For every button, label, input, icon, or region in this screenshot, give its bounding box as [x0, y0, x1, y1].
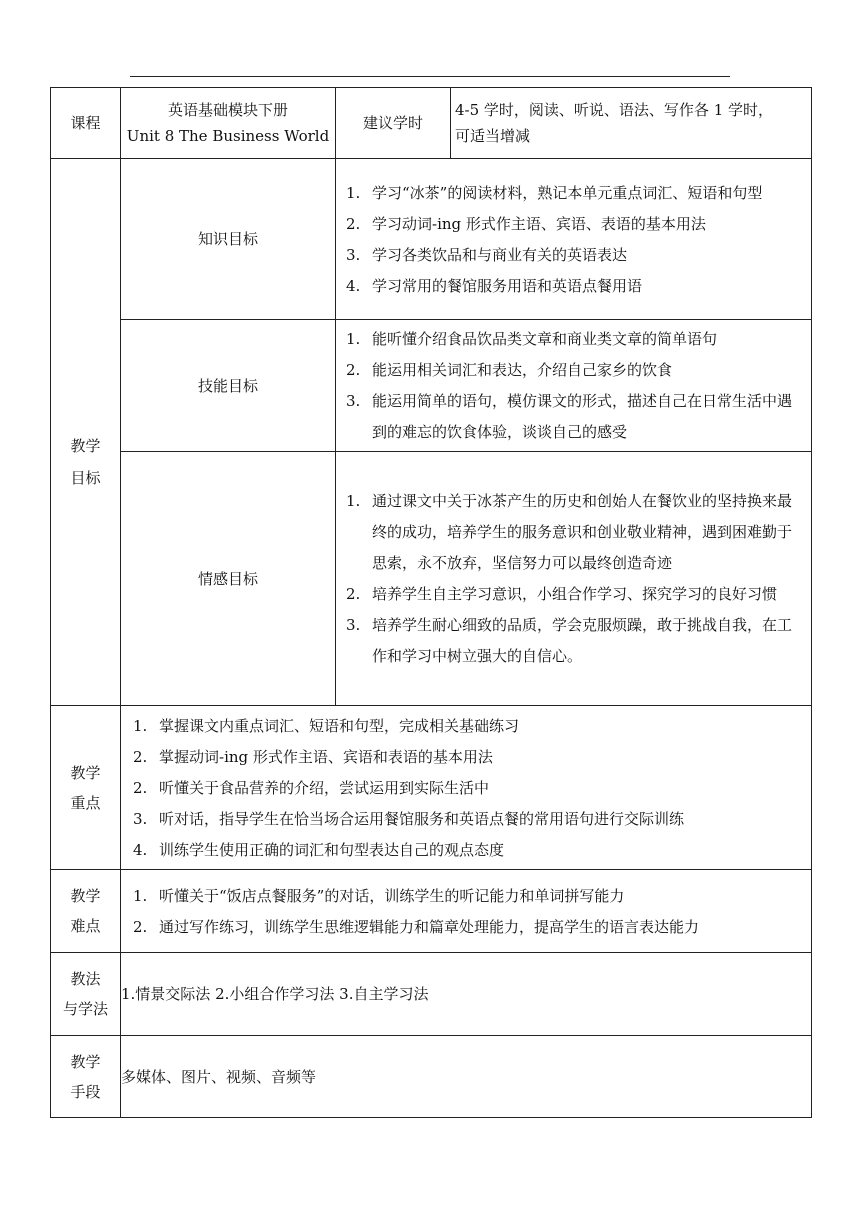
item-number: 4. [346, 276, 361, 295]
item-number: 3. [346, 616, 361, 634]
means-label-line1: 教学 [70, 1052, 101, 1071]
lesson-plan-table [50, 87, 812, 1118]
header-rule [130, 76, 730, 77]
list-item [346, 324, 805, 355]
course-title-cn: 英语基础模块下册 [167, 101, 288, 119]
item-text: 能运用简单的语句，模仿课文的形式，描述自己在日常生活中遇到的难忘的饮食体验，谈谈自己的感受 [372, 392, 793, 441]
item-number: 2. [133, 778, 148, 797]
methods-label-line1: 教法 [70, 970, 101, 988]
key-points-label-line1: 教学 [70, 763, 101, 782]
item-text: 学习各类饮品和与商业有关的英语表达 [372, 245, 628, 264]
item-text: 学习“冰茶”的阅读材料，熟记本单元重点词汇、短语和句型 [372, 183, 763, 202]
item-number: 1. [133, 716, 148, 735]
methods-label [51, 953, 121, 1036]
item-text: 训练学生使用正确的词汇和句型表达自己的观点态度 [159, 840, 505, 859]
means-label-line2: 手段 [70, 1082, 101, 1101]
key-points-label [51, 706, 121, 870]
skill-label: 技能目标 [121, 320, 336, 452]
item-text: 通过写作练习，训练学生思维逻辑能力和篇章处理能力，提高学生的语言表达能力 [159, 917, 700, 936]
course-title-en: Unit 8 The Business World [126, 127, 330, 145]
course-row [51, 88, 812, 159]
item-number: 2. [346, 361, 361, 379]
item-text: 能听懂介绍食品饮品类文章和商业类文章的简单语句 [372, 330, 718, 348]
difficulties-label-line1: 教学 [70, 887, 101, 905]
list-item [133, 835, 805, 866]
course-label: 课程 [51, 88, 121, 159]
course-title-cell [121, 88, 336, 159]
list-item [346, 486, 805, 579]
methods-label-line2: 与学法 [62, 1000, 108, 1018]
objectives-label-cell [51, 159, 121, 706]
list-item [133, 912, 805, 943]
difficulties-label [51, 870, 121, 953]
emotion-objectives-row [51, 452, 812, 706]
list-item [133, 773, 805, 804]
key-points-label-line2: 重点 [70, 793, 101, 812]
knowledge-objectives-row [51, 159, 812, 320]
suggested-hours-line2: 可适当增减 [455, 127, 531, 145]
suggested-hours-line1: 4-5 学时，阅读、听说、语法、写作各 1 学时， [455, 101, 774, 119]
difficulties-items-cell [121, 870, 812, 953]
knowledge-list [336, 174, 811, 305]
methods-text: 1.情景交际法 2.小组合作学习法 3.自主学习法 [121, 953, 812, 1036]
list-item [133, 804, 805, 835]
knowledge-items-cell [336, 159, 812, 320]
item-text: 培养学生自主学习意识，小组合作学习、探究学习的良好习惯 [372, 585, 778, 603]
item-number: 1. [346, 330, 361, 348]
list-item [346, 240, 805, 271]
list-item [133, 881, 805, 912]
difficulties-row [51, 870, 812, 953]
means-row [51, 1036, 812, 1118]
item-number: 1. [346, 492, 361, 510]
item-text: 能运用相关词汇和表达，介绍自己家乡的饮食 [372, 361, 673, 379]
emotion-items-cell [336, 452, 812, 706]
item-number: 1. [346, 183, 361, 202]
item-text: 听懂关于食品营养的介绍，尝试运用到实际生活中 [159, 778, 490, 797]
list-item [346, 271, 805, 302]
item-text: 掌握动词-ing 形式作主语、宾语和表语的基本用法 [159, 747, 493, 766]
list-item [346, 386, 805, 448]
skill-list [336, 320, 811, 451]
emotion-list [336, 482, 811, 675]
knowledge-label: 知识目标 [121, 159, 336, 320]
item-text: 通过课文中关于冰茶产生的历史和创始人在餐饮业的坚持换来最终的成功，培养学生的服务意识和创业敬业精神，遇到困难勤于思索，永不放弃，坚信努力可以最终创造奇迹 [372, 492, 793, 572]
list-item [133, 742, 805, 773]
item-number: 2. [133, 917, 148, 936]
objectives-label [51, 430, 120, 494]
difficulties-label-line2: 难点 [70, 917, 101, 935]
item-number: 2. [346, 585, 361, 603]
skill-items-cell [336, 320, 812, 452]
item-text: 听懂关于“饭店点餐服务”的对话，训练学生的听记能力和单词拼写能力 [159, 886, 625, 905]
list-item [346, 579, 805, 610]
difficulties-list [121, 877, 811, 946]
item-text: 学习动词-ing 形式作主语、宾语、表语的基本用法 [372, 214, 706, 233]
list-item [346, 355, 805, 386]
objectives-label-text: 教学目标 [70, 437, 101, 487]
suggested-hours-label: 建议学时 [336, 88, 451, 159]
list-item [346, 178, 805, 209]
item-text: 学习常用的餐馆服务用语和英语点餐用语 [372, 276, 643, 295]
skill-objectives-row [51, 320, 812, 452]
list-item [346, 209, 805, 240]
key-points-items-cell [121, 706, 812, 870]
item-number: 2. [346, 214, 361, 233]
item-number: 3. [346, 245, 361, 264]
key-points-list [121, 707, 811, 869]
list-item [346, 610, 805, 672]
item-text: 培养学生耐心细致的品质，学会克服烦躁，敢于挑战自我，在工作和学习中树立强大的自信心。 [372, 616, 793, 665]
item-number: 2. [133, 747, 148, 766]
list-item [133, 711, 805, 742]
item-text: 听对话，指导学生在恰当场合运用餐馆服务和英语点餐的常用语句进行交际训练 [159, 809, 685, 828]
item-number: 3. [133, 809, 148, 828]
methods-row [51, 953, 812, 1036]
means-label [51, 1036, 121, 1118]
key-points-row [51, 706, 812, 870]
suggested-hours-value [451, 88, 812, 159]
item-number: 3. [346, 392, 361, 410]
means-text: 多媒体、图片、视频、音频等 [121, 1036, 812, 1118]
item-text: 掌握课文内重点词汇、短语和句型，完成相关基础练习 [159, 716, 520, 735]
emotion-label: 情感目标 [121, 452, 336, 706]
item-number: 4. [133, 840, 148, 859]
item-number: 1. [133, 886, 148, 905]
